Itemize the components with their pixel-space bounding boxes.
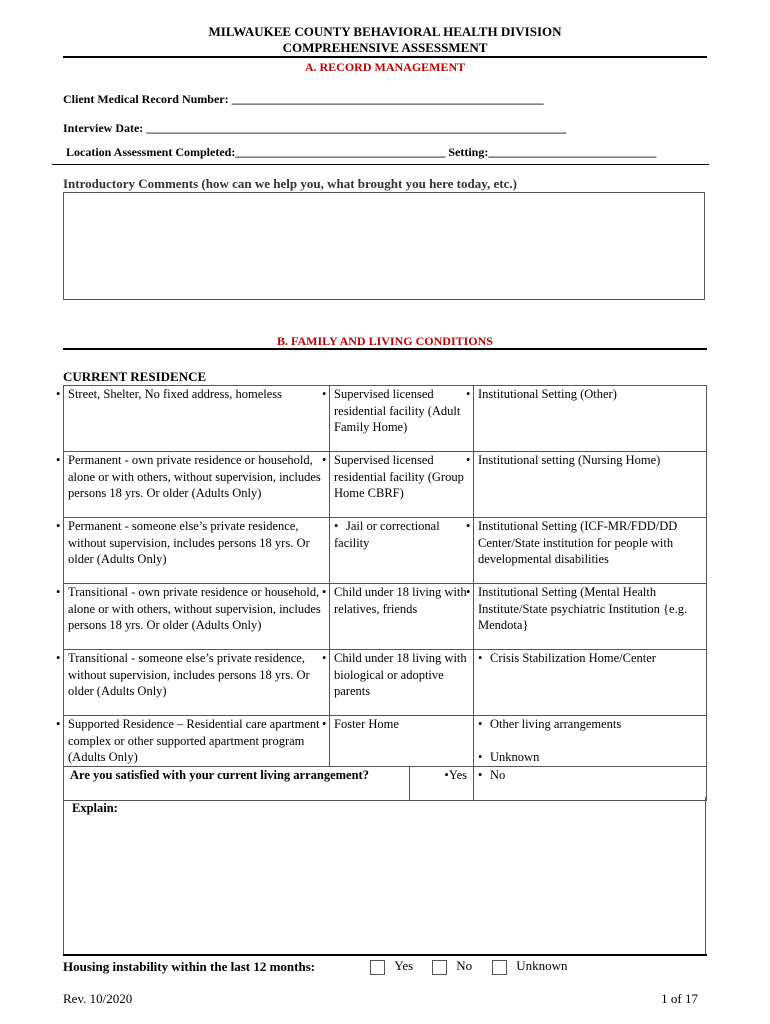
bullet-icon: • — [56, 519, 61, 533]
bullet-icon: • — [56, 651, 61, 665]
housing-unknown-label: Unknown — [516, 958, 568, 973]
intro-comments-label: Introductory Comments (how can we help you, what brought you here today, etc.) — [63, 176, 517, 191]
residence-option-label: Supervised licensed residential facility (Group Home CBRF) — [334, 453, 464, 500]
bullet-icon: • — [322, 453, 327, 467]
section-a-title: A. RECORD MANAGEMENT — [304, 60, 466, 74]
residence-option[interactable] — [322, 716, 474, 767]
bullet-icon: • — [478, 749, 483, 764]
satisfied-question: Are you satisfied with your current living arrangement? — [64, 766, 410, 800]
housing-instability-label: Housing instability within the last 12 months: — [63, 959, 316, 974]
page-number: 1 of 17 — [661, 991, 698, 1006]
interview-date-field[interactable]: Interview Date: ______________________________________________________________________ — [63, 121, 567, 135]
housing-no-label: No — [456, 958, 473, 973]
residence-option-label: Supported Residence – Residential care apartment complex or other supported apartment program (Adults Only) — [68, 717, 320, 764]
bullet-icon: • — [322, 387, 327, 401]
section-b-rule — [63, 348, 707, 350]
explain-box[interactable] — [63, 797, 706, 956]
bullet-icon: • — [322, 651, 327, 665]
location-setting-field[interactable]: Location Assessment Completed:___________________________________ Setting:____________________________ — [66, 145, 657, 159]
residence-option[interactable] — [322, 650, 474, 716]
checkbox-icon[interactable] — [432, 960, 447, 975]
bullet-icon: • — [478, 767, 483, 782]
bullet-icon: • — [56, 717, 61, 731]
residence-option-label: Supervised licensed residential facility (Adult Family Home) — [334, 387, 461, 434]
residence-option-label: Crisis Stabilization Home/Center — [490, 651, 656, 665]
bullet-icon: • — [466, 585, 471, 599]
residence-option[interactable] — [330, 518, 474, 584]
bullet-icon: • — [478, 651, 483, 665]
bullet-icon: • — [322, 717, 327, 731]
residence-option[interactable] — [56, 584, 330, 650]
housing-unknown-option[interactable] — [492, 958, 568, 975]
section-b-title: B. FAMILY AND LIVING CONDITIONS — [277, 334, 493, 348]
header-agency: MILWAUKEE COUNTY BEHAVIORAL HEALTH DIVISION — [208, 24, 562, 39]
residence-option-label: Other living arrangements — [490, 717, 622, 731]
checkbox-icon[interactable] — [370, 960, 385, 975]
residence-option[interactable] — [322, 584, 474, 650]
residence-option-label: Transitional - someone else’s private residence, without supervision, includes persons 18 yrs. Or older (Adults Only) — [68, 651, 310, 698]
residence-option-label: Institutional setting (Nursing Home) — [478, 453, 661, 467]
explain-bottom-rule — [63, 954, 707, 956]
bullet-icon: • — [56, 387, 61, 401]
unknown-option-label: Unknown — [490, 749, 540, 764]
residence-option[interactable] — [56, 650, 330, 716]
bullet-icon: • — [56, 585, 61, 599]
residence-table — [56, 385, 707, 801]
residence-option-label: Transitional - own private residence or household, alone or with others, without supervision, includes persons 18 yrs. Or older (Adults Only) — [68, 585, 321, 632]
bullet-icon: • — [322, 585, 327, 599]
residence-option[interactable] — [56, 518, 330, 584]
revision-date: Rev. 10/2020 — [63, 991, 133, 1006]
residence-option[interactable] — [322, 452, 474, 518]
residence-option-label: Street, Shelter, No fixed address, homeless — [68, 387, 283, 401]
residence-option[interactable] — [466, 386, 707, 452]
residence-option[interactable] — [466, 452, 707, 518]
residence-option-label: Institutional Setting (Mental Health Institute/State psychiatric Institution {e.g. Mendota} — [478, 585, 688, 632]
medical-record-number-field[interactable]: Client Medical Record Number: ____________________________________________________ — [63, 92, 544, 106]
residence-option[interactable] — [56, 716, 330, 767]
residence-option[interactable] — [322, 386, 474, 452]
residence-option-label: Institutional Setting (Other) — [478, 387, 617, 401]
residence-option[interactable] — [474, 716, 707, 767]
section-a-rule — [52, 164, 709, 165]
satisfied-no-option[interactable] — [474, 766, 707, 800]
residence-option-label: Foster Home — [334, 717, 399, 731]
residence-option[interactable] — [466, 518, 707, 584]
residence-option[interactable] — [474, 650, 707, 716]
unknown-option[interactable] — [478, 749, 702, 766]
checkbox-icon[interactable] — [492, 960, 507, 975]
satisfied-no-label: No — [490, 767, 506, 782]
bullet-icon: • — [334, 519, 339, 533]
housing-yes-label: Yes — [394, 958, 414, 973]
bullet-icon: • — [56, 453, 61, 467]
residence-option-label: Permanent - someone else’s private residence, without supervision, includes persons 18 yrs. Or older (Adults Only) — [68, 519, 310, 566]
residence-option-label: Institutional Setting (ICF-MR/FDD/DD Center/State institution for people with developmental disabilities — [478, 519, 678, 566]
residence-option-label: Permanent - own private residence or household, alone or with others, without supervision, includes persons 18 yrs. Or older (Adults Only) — [68, 453, 321, 500]
satisfied-yes-label: Yes — [448, 767, 468, 782]
explain-label: Explain: — [72, 801, 118, 815]
intro-comments-box[interactable] — [63, 192, 705, 300]
bullet-icon: • — [478, 717, 483, 731]
residence-option-label: Jail or correctional facility — [334, 519, 440, 550]
bullet-icon: • — [466, 519, 471, 533]
current-residence-title: CURRENT RESIDENCE — [63, 369, 207, 384]
housing-no-option[interactable] — [432, 958, 472, 975]
bullet-icon: • — [444, 767, 449, 782]
residence-option-label: Child under 18 living with relatives, friends — [334, 585, 467, 616]
header-form-title: COMPREHENSIVE ASSESSMENT — [282, 40, 488, 55]
residence-option[interactable] — [56, 386, 330, 452]
bullet-icon: • — [466, 453, 471, 467]
bullet-icon: • — [466, 387, 471, 401]
residence-option[interactable] — [56, 452, 330, 518]
residence-option-label: Child under 18 living with biological or adoptive parents — [334, 651, 467, 698]
satisfied-yes-option[interactable] — [410, 766, 474, 800]
housing-yes-option[interactable] — [370, 958, 413, 975]
residence-option[interactable] — [466, 584, 707, 650]
header-rule — [63, 56, 707, 58]
